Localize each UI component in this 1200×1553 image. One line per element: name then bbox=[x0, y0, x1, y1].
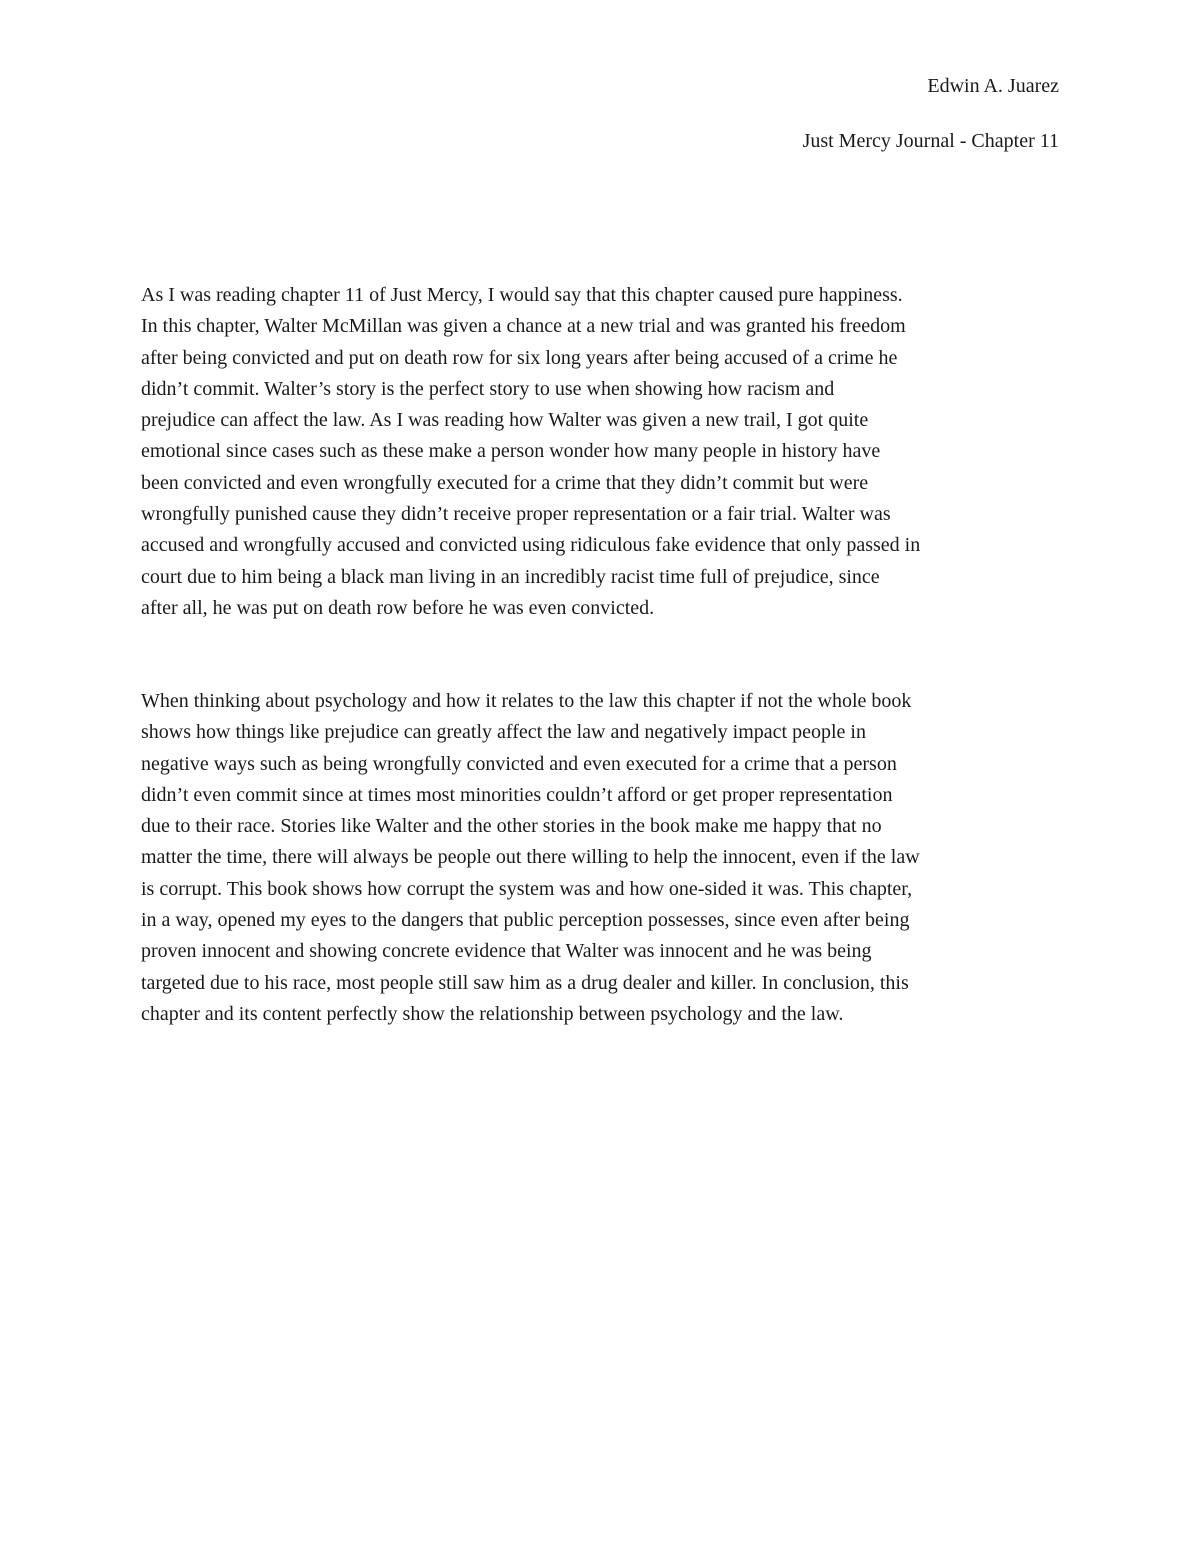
paragraph-line: When thinking about psychology and how it relates to the law this chapter if not the whole book bbox=[141, 690, 912, 712]
paragraph-line: shows how things like prejudice can greatly affect the law and negatively impact people in bbox=[141, 721, 866, 744]
paragraph-line: proven innocent and showing concrete evidence that Walter was innocent and he was being bbox=[141, 940, 872, 963]
paragraph-line: after being convicted and put on death row for six long years after being accused of a crime he bbox=[141, 346, 898, 369]
paragraph-1 bbox=[141, 280, 1063, 624]
paragraph-line: chapter and its content perfectly show the relationship between psychology and the law. bbox=[141, 1002, 844, 1025]
paragraph-line: didn’t commit. Walter’s story is the perfect story to use when showing how racism and bbox=[141, 377, 835, 400]
author-name: Edwin A. Juarez bbox=[927, 75, 1059, 97]
paragraph-line: negative ways such as being wrongfully convicted and even executed for a crime that a person bbox=[141, 752, 897, 775]
document-title: Just Mercy Journal - Chapter 11 bbox=[802, 130, 1059, 152]
paragraph-line: after all, he was put on death row before he was even convicted. bbox=[141, 596, 655, 619]
paragraph-line: wrongfully punished cause they didn’t receive proper representation or a fair trial. Walter was bbox=[141, 503, 891, 526]
paragraph-line: In this chapter, Walter McMillan was given a chance at a new trial and was granted his freedom bbox=[141, 315, 906, 338]
paragraph-line: court due to him being a black man living in an incredibly racist time full of prejudice, since bbox=[141, 565, 880, 588]
paragraph-line: prejudice can affect the law. As I was reading how Walter was given a new trail, I got quite bbox=[141, 409, 869, 432]
paragraph-line: didn’t even commit since at times most minorities couldn’t afford or get proper representation bbox=[141, 783, 893, 806]
paragraph-line: As I was reading chapter 11 of Just Mercy, I would say that this chapter caused pure happiness. bbox=[141, 284, 903, 306]
paragraph-line: accused and wrongfully accused and convicted using ridiculous fake evidence that only passed in bbox=[141, 534, 921, 557]
paragraph-line: due to their race. Stories like Walter and the other stories in the book make me happy that no bbox=[141, 815, 882, 838]
paragraph-line: targeted due to his race, most people still saw him as a drug dealer and killer. In conclusion, this bbox=[141, 971, 909, 994]
paragraph-2 bbox=[141, 686, 1063, 1030]
paragraph-line: been convicted and even wrongfully executed for a crime that they didn’t commit but were bbox=[141, 471, 869, 494]
paragraph-line: emotional since cases such as these make a person wonder how many people in history have bbox=[141, 440, 881, 463]
paragraph-line: matter the time, there will always be people out there willing to help the innocent, even if the law bbox=[141, 846, 920, 869]
paragraph-line: is corrupt. This book shows how corrupt the system was and how one-sided it was. This chapter, bbox=[141, 877, 913, 900]
paragraph-line: in a way, opened my eyes to the dangers that public perception possesses, since even after being bbox=[141, 909, 910, 932]
